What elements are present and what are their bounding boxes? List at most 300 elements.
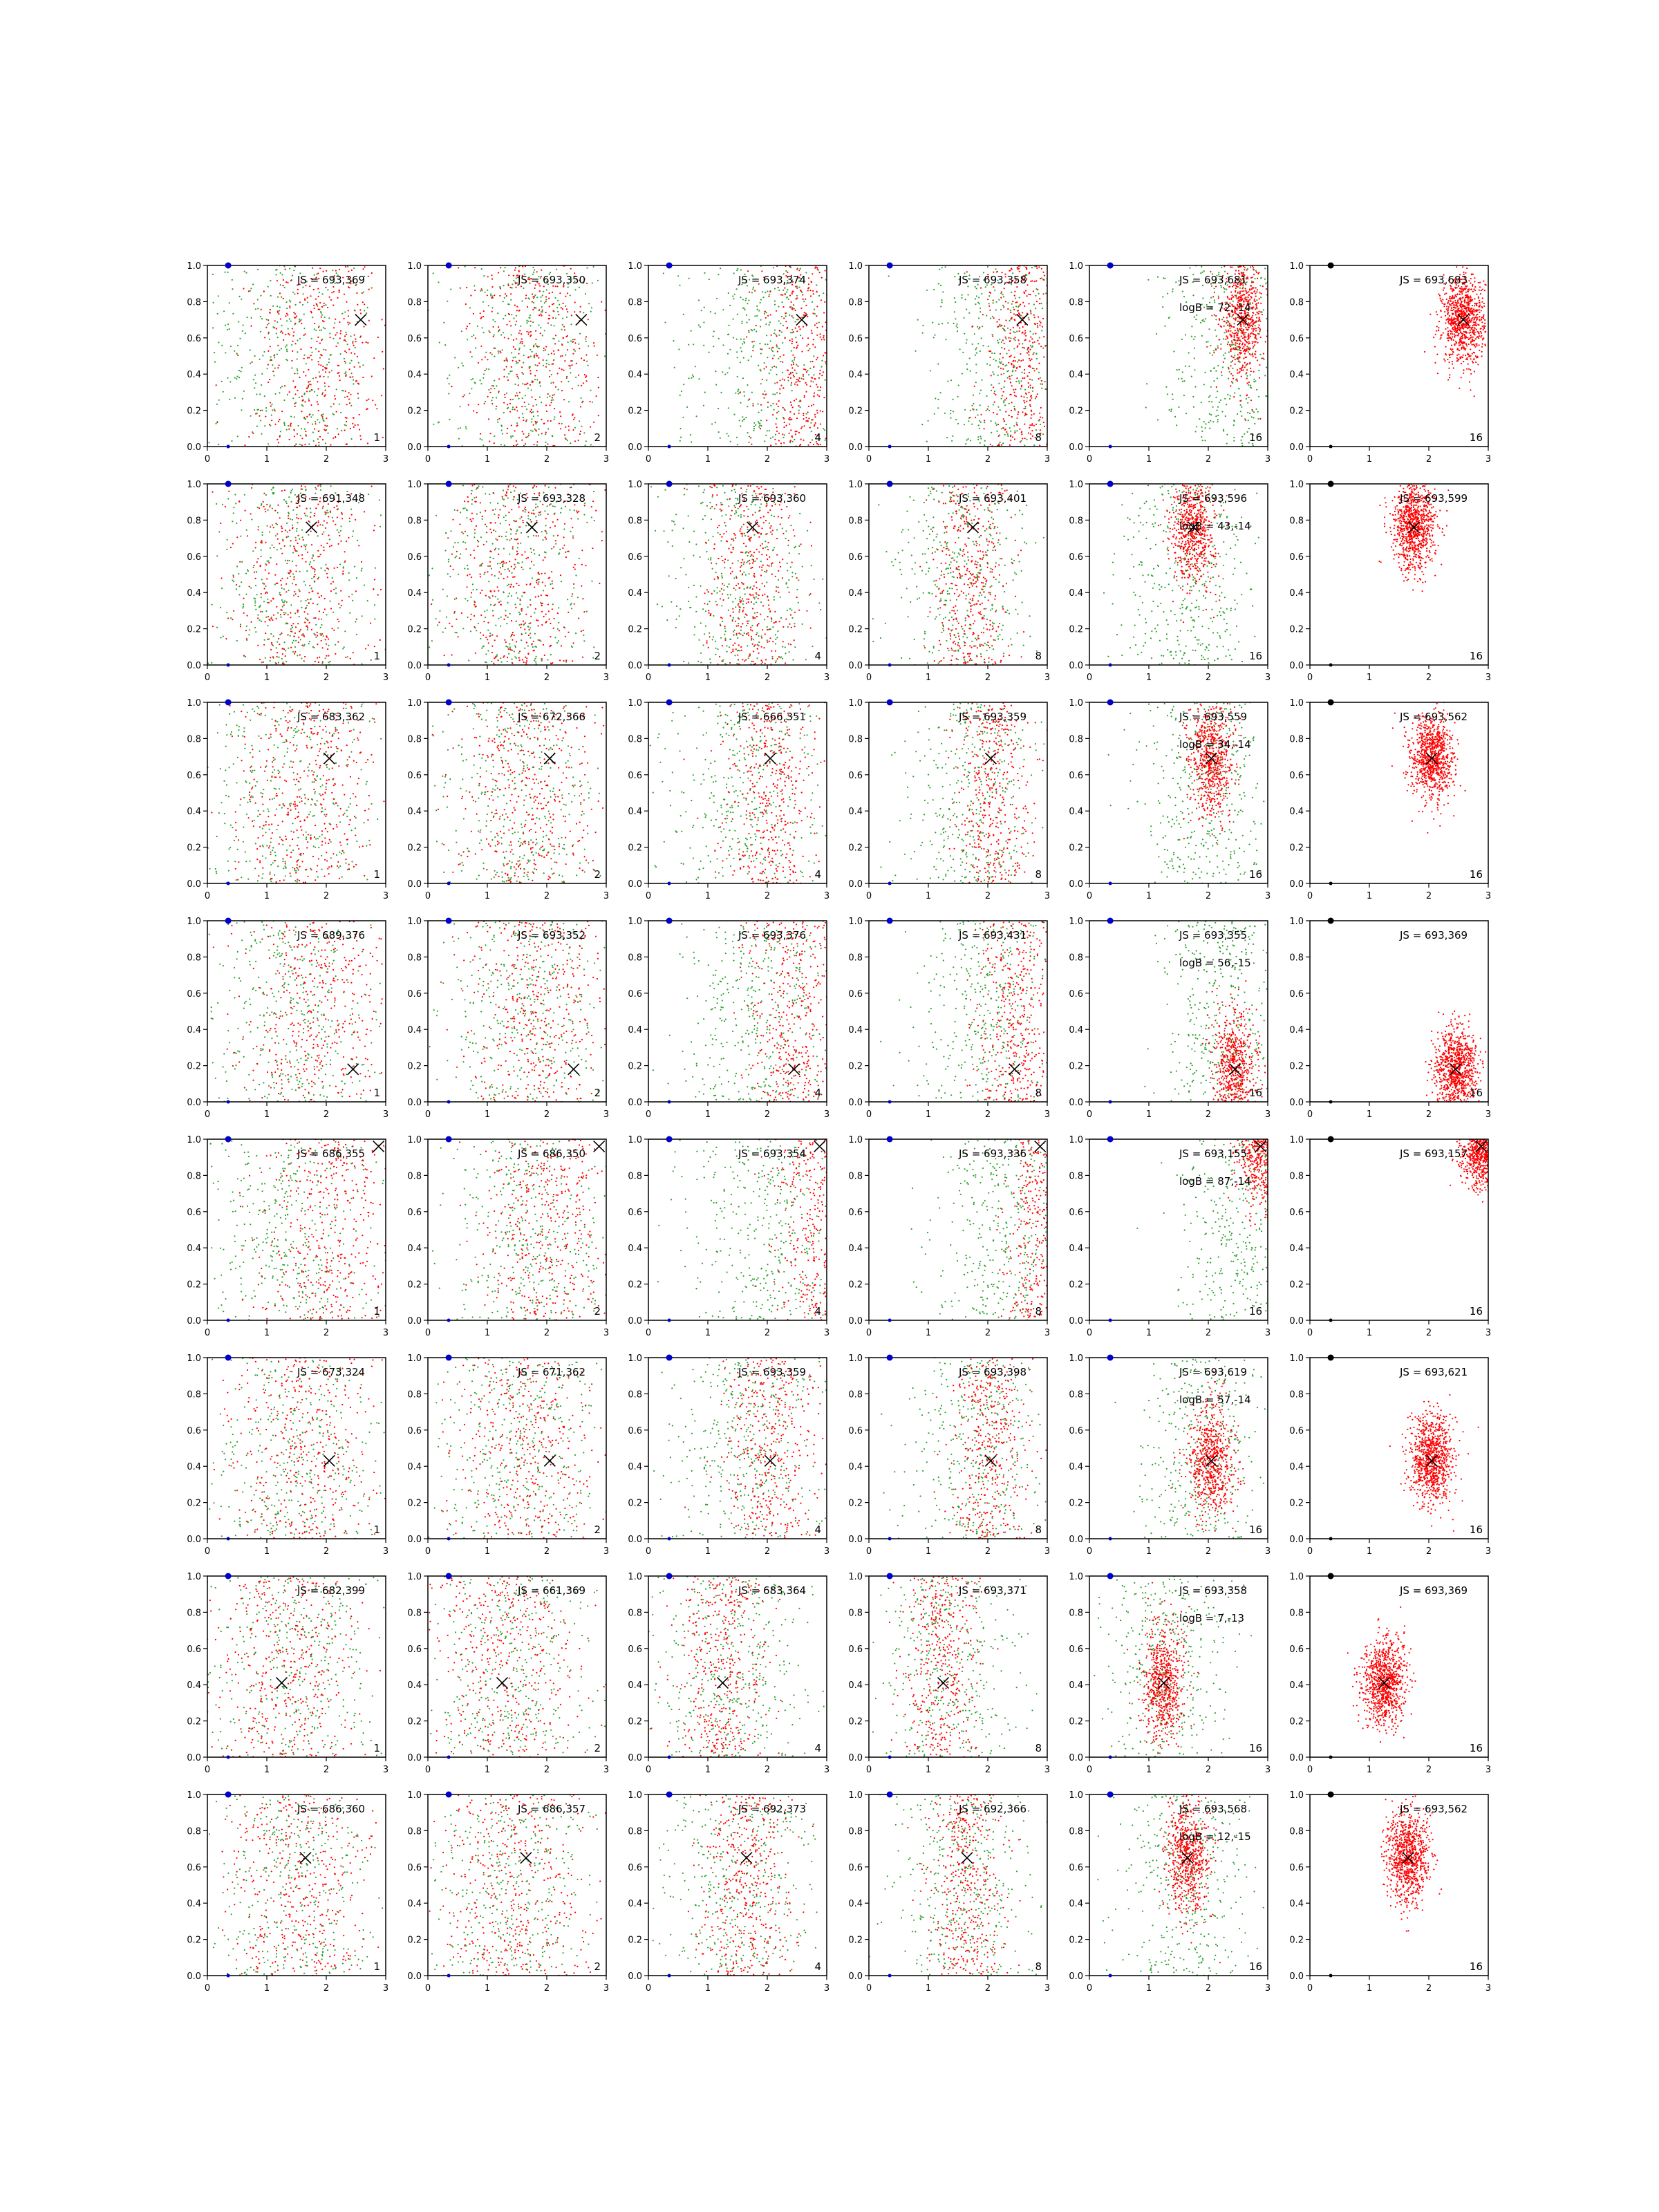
y-tick-label: 0.2 [628, 625, 642, 635]
corner-label: 2 [594, 1087, 601, 1099]
scatter-points [182, 920, 436, 1103]
js-label: JS = 693,596 [1179, 492, 1247, 505]
reference-dot-base [1109, 882, 1112, 885]
x-tick-label: 2 [1206, 1983, 1211, 1994]
reference-dot-base [668, 1319, 671, 1322]
scatter-points [381, 1794, 634, 1976]
x-tick-label: 3 [1044, 1109, 1050, 1120]
x-tick-label: 2 [544, 1765, 550, 1775]
axes-frame [648, 265, 827, 447]
js-label: JS = 693,374 [738, 274, 806, 286]
reference-dot-base [227, 882, 230, 885]
y-tick-label: 1.0 [848, 1353, 863, 1364]
y-tick-label: 0.2 [187, 625, 201, 635]
panel-1-6 [1289, 259, 1499, 465]
x-tick-label: 1 [926, 1765, 931, 1775]
x-tick-label: 0 [866, 1765, 872, 1775]
corner-label: 1 [373, 1305, 380, 1318]
x-tick-label: 0 [425, 891, 431, 901]
y-tick-label: 0.0 [1289, 1971, 1304, 1982]
x-tick-label: 0 [866, 1109, 872, 1120]
y-tick-label: 1.0 [187, 698, 201, 709]
x-tick-label: 2 [985, 454, 991, 465]
x-tick-label: 0 [1087, 1765, 1092, 1775]
y-tick-label: 0.2 [1069, 1062, 1083, 1072]
panel-4-5 [1069, 917, 1323, 1156]
panel-2-2 [380, 480, 626, 683]
y-tick-label: 0.4 [1289, 1244, 1304, 1254]
y-tick-label: 0.0 [187, 1098, 201, 1108]
y-tick-label: 0.4 [1069, 1244, 1083, 1254]
reference-dot [225, 918, 232, 924]
y-tick-label: 0.8 [407, 1826, 422, 1837]
x-tick-label: 0 [646, 1765, 651, 1775]
reference-dot-base [227, 1756, 230, 1759]
scatter-points [657, 1138, 892, 1321]
y-tick-label: 0.0 [187, 442, 201, 453]
x-tick-label: 3 [603, 891, 609, 901]
x-tick-label: 0 [1307, 891, 1313, 901]
axes-frame [869, 484, 1047, 665]
x-tick-label: 1 [1367, 891, 1372, 901]
scatter-points [619, 1575, 825, 1758]
y-tick-label: 0.4 [1069, 807, 1083, 817]
reference-dot [1328, 700, 1334, 706]
y-tick-label: 0.0 [848, 1316, 863, 1327]
x-tick-label: 1 [485, 891, 490, 901]
logb-label: logB = 56,-15 [1179, 957, 1251, 969]
reference-dot-base [1109, 1537, 1112, 1541]
y-tick-label: 0.2 [848, 1280, 863, 1291]
reference-dot-base [888, 1100, 892, 1104]
y-tick-label: 0.2 [1289, 1499, 1304, 1509]
panel-2-4 [848, 480, 1079, 683]
js-label: JS = 682,399 [297, 1584, 365, 1597]
x-tick-label: 3 [603, 454, 609, 465]
axes-frame [1089, 702, 1268, 883]
y-tick-label: 0.6 [187, 1644, 201, 1655]
x-tick-label: 0 [205, 1983, 210, 1994]
y-tick-label: 1.0 [628, 261, 642, 272]
y-tick-label: 0.8 [187, 953, 201, 963]
y-tick-label: 0.4 [1069, 588, 1083, 599]
y-tick-label: 0.6 [407, 1863, 422, 1873]
x-tick-label: 0 [646, 1328, 651, 1338]
js-label: JS = 693,336 [958, 1147, 1027, 1160]
scatter-points [855, 1794, 1059, 1976]
scatter-points [158, 702, 433, 884]
x-tick-label: 1 [264, 1328, 270, 1338]
reference-dot [446, 1573, 452, 1580]
x-tick-label: 3 [1265, 673, 1271, 683]
scatter-points [1097, 1770, 1273, 1976]
x-tick-label: 3 [603, 1328, 609, 1338]
axes-frame [1089, 484, 1268, 665]
x-tick-label: 2 [1426, 1328, 1432, 1338]
x-tick-label: 2 [1206, 891, 1211, 901]
corner-label: 1 [373, 1960, 380, 1973]
reference-dot [887, 700, 893, 706]
js-label: JS = 691,348 [297, 492, 365, 505]
corner-label: 8 [1035, 1305, 1042, 1318]
x-tick-label: 3 [383, 1328, 388, 1338]
y-tick-label: 0.2 [848, 625, 863, 635]
y-tick-label: 0.4 [187, 807, 201, 817]
x-tick-label: 3 [603, 1765, 609, 1775]
reference-dot-base [1329, 1100, 1333, 1104]
x-tick-label: 2 [985, 1328, 991, 1338]
x-tick-label: 3 [824, 1328, 830, 1338]
y-tick-label: 0.4 [407, 588, 422, 599]
js-label: JS = 693,360 [738, 492, 806, 505]
y-tick-label: 0.4 [628, 1462, 642, 1472]
corner-label: 2 [594, 1960, 601, 1973]
js-label: JS = 683,364 [738, 1584, 806, 1597]
corner-label: 16 [1249, 868, 1262, 881]
logb-label: logB = 12,-15 [1179, 1830, 1251, 1843]
panel-4-2 [407, 917, 665, 1120]
y-tick-label: 0.8 [1069, 734, 1083, 744]
y-tick-label: 0.6 [407, 334, 422, 344]
js-label: JS = 693,355 [1179, 929, 1247, 941]
reference-dot-base [1109, 445, 1112, 449]
x-tick-label: 1 [264, 1546, 270, 1557]
x-tick-label: 1 [264, 1983, 270, 1994]
corner-label: 16 [1249, 1742, 1262, 1754]
target-x-marker [1017, 315, 1028, 326]
axes-frame [207, 1794, 386, 1976]
x-tick-label: 3 [1265, 1328, 1271, 1338]
reference-dot-base [447, 445, 451, 449]
corner-label: 2 [594, 868, 601, 881]
reference-dot [446, 481, 452, 487]
y-tick-label: 0.6 [1069, 334, 1083, 344]
logb-label: logB = 43,-14 [1179, 520, 1251, 532]
y-tick-label: 0.0 [628, 442, 642, 453]
axes-frame [869, 921, 1047, 1102]
y-tick-label: 0.4 [628, 1899, 642, 1909]
x-tick-label: 0 [866, 891, 872, 901]
y-tick-label: 0.2 [848, 843, 863, 854]
corner-label: 16 [1470, 1960, 1483, 1973]
panel-4-1 [182, 917, 436, 1120]
corner-label: 4 [814, 1742, 821, 1754]
y-tick-label: 0.8 [187, 516, 201, 526]
target-x-marker [938, 1678, 949, 1689]
corner-label: 8 [1035, 650, 1042, 662]
y-tick-label: 0.8 [187, 1171, 201, 1181]
x-tick-label: 2 [765, 1546, 770, 1557]
panel-5-3 [628, 1135, 892, 1338]
reference-dot [225, 481, 232, 487]
x-tick-label: 2 [985, 1546, 991, 1557]
y-tick-label: 1.0 [1069, 480, 1083, 490]
y-tick-label: 0.8 [1289, 734, 1304, 744]
x-tick-label: 3 [1485, 454, 1491, 465]
y-tick-label: 0.4 [1289, 1462, 1304, 1472]
scatter-points [142, 1138, 450, 1321]
y-tick-label: 0.4 [848, 588, 863, 599]
corner-label: 16 [1249, 650, 1262, 662]
js-label: JS = 689,376 [297, 929, 365, 941]
js-label: JS = 692,366 [958, 1803, 1027, 1815]
y-tick-label: 0.4 [1289, 1680, 1304, 1691]
x-tick-label: 1 [926, 891, 931, 901]
y-tick-label: 0.0 [407, 1535, 422, 1545]
target-x-marker [594, 1141, 605, 1152]
reference-dot-base [668, 445, 671, 449]
x-tick-label: 3 [824, 1765, 830, 1775]
js-label: JS = 693,371 [958, 1584, 1027, 1597]
x-tick-label: 2 [544, 1109, 550, 1120]
axes-frame [1089, 265, 1268, 447]
y-tick-label: 0.6 [1069, 1208, 1083, 1218]
y-tick-label: 0.0 [407, 1316, 422, 1327]
x-tick-label: 0 [205, 673, 210, 683]
y-tick-label: 0.0 [848, 1535, 863, 1545]
scatter-points [872, 483, 1079, 666]
y-tick-label: 0.6 [407, 1426, 422, 1436]
reference-dot-base [227, 664, 230, 667]
x-tick-label: 3 [383, 454, 388, 465]
reference-dot [225, 1573, 232, 1580]
x-tick-label: 3 [1044, 1546, 1050, 1557]
reference-dot-base [227, 445, 230, 449]
x-tick-label: 3 [1044, 1765, 1050, 1775]
reference-dot [666, 1792, 673, 1798]
y-tick-label: 1.0 [407, 698, 422, 709]
x-tick-label: 1 [1146, 1546, 1152, 1557]
corner-label: 2 [594, 1742, 601, 1754]
y-tick-label: 0.6 [1289, 1208, 1304, 1218]
y-tick-label: 0.0 [1069, 1971, 1083, 1982]
reference-dot-base [1329, 1319, 1333, 1322]
panel-5-6 [1289, 1072, 1512, 1338]
axes-frame [1089, 1576, 1268, 1757]
x-tick-label: 3 [1044, 1328, 1050, 1338]
y-tick-label: 0.2 [628, 1062, 642, 1072]
target-x-marker [985, 753, 996, 764]
x-tick-label: 1 [1367, 673, 1372, 683]
reference-dot-base [1329, 882, 1333, 885]
y-tick-label: 0.8 [1289, 1826, 1304, 1837]
y-tick-label: 0.6 [407, 552, 422, 563]
reference-dot-base [1329, 1756, 1333, 1759]
y-tick-label: 0.6 [628, 989, 642, 1000]
reference-dot [887, 481, 893, 487]
y-tick-label: 0.8 [848, 953, 863, 963]
js-label: JS = 672,366 [517, 711, 585, 723]
x-tick-label: 0 [1087, 454, 1092, 465]
y-tick-label: 0.0 [1289, 1753, 1304, 1763]
y-tick-label: 0.4 [187, 1025, 201, 1035]
y-tick-label: 0.6 [187, 552, 201, 563]
y-tick-label: 1.0 [187, 261, 201, 272]
x-tick-label: 1 [705, 673, 711, 683]
y-tick-label: 1.0 [407, 1790, 422, 1801]
reference-dot [446, 700, 452, 706]
corner-label: 4 [814, 431, 821, 444]
y-tick-label: 0.2 [407, 1062, 422, 1072]
scatter-points [880, 920, 1085, 1102]
y-tick-label: 0.0 [1069, 661, 1083, 671]
x-tick-label: 1 [926, 454, 931, 465]
y-tick-label: 0.4 [1289, 370, 1304, 380]
y-tick-label: 1.0 [1069, 1572, 1083, 1582]
x-tick-label: 3 [1265, 1765, 1271, 1775]
y-tick-label: 0.2 [628, 1499, 642, 1509]
y-tick-label: 0.6 [187, 334, 201, 344]
y-tick-label: 0.0 [1289, 879, 1304, 890]
reference-dot [1328, 1792, 1334, 1798]
reference-dot-base [888, 1756, 892, 1759]
scatter-points [653, 1357, 862, 1539]
y-tick-label: 0.0 [848, 442, 863, 453]
target-x-marker [1035, 1141, 1046, 1152]
axes-frame [428, 702, 606, 883]
y-tick-label: 0.8 [848, 734, 863, 744]
x-tick-label: 2 [765, 454, 770, 465]
y-tick-label: 0.6 [848, 1863, 863, 1873]
target-x-marker [568, 1064, 579, 1075]
y-tick-label: 1.0 [848, 1790, 863, 1801]
y-tick-label: 0.8 [187, 1608, 201, 1618]
y-tick-label: 0.2 [848, 1062, 863, 1072]
x-tick-label: 2 [544, 1983, 550, 1994]
x-tick-label: 1 [485, 454, 490, 465]
y-tick-label: 0.2 [187, 843, 201, 854]
x-tick-label: 0 [1307, 673, 1313, 683]
target-x-marker [544, 1455, 555, 1466]
axes-frame [428, 1576, 606, 1757]
axes-frame [207, 484, 386, 665]
x-tick-label: 0 [1087, 1546, 1092, 1557]
y-tick-label: 0.4 [628, 1244, 642, 1254]
corner-label: 16 [1470, 1305, 1483, 1318]
panel-6-1 [160, 1353, 426, 1557]
y-tick-label: 0.2 [1289, 1717, 1304, 1727]
x-tick-label: 1 [1146, 891, 1152, 901]
js-label: JS = 693,376 [738, 929, 806, 941]
y-tick-label: 1.0 [1069, 1135, 1083, 1145]
x-tick-label: 1 [485, 1546, 490, 1557]
scatter-points [618, 483, 859, 666]
y-tick-label: 0.6 [628, 1863, 642, 1873]
x-tick-label: 1 [1367, 1328, 1372, 1338]
scatter-points [353, 1575, 642, 1758]
axes-frame [207, 1139, 386, 1320]
js-label: JS = 693,358 [958, 274, 1027, 286]
axes-frame [428, 265, 606, 447]
x-tick-label: 0 [205, 1328, 210, 1338]
y-tick-label: 0.0 [628, 1316, 642, 1327]
y-tick-label: 1.0 [407, 1353, 422, 1364]
x-tick-label: 1 [264, 1765, 270, 1775]
y-tick-label: 1.0 [407, 917, 422, 927]
y-tick-label: 0.0 [628, 879, 642, 890]
target-x-marker [544, 753, 555, 764]
y-tick-label: 0.8 [628, 297, 642, 308]
x-tick-label: 1 [926, 1109, 931, 1120]
x-tick-label: 0 [866, 454, 872, 465]
y-tick-label: 0.8 [628, 734, 642, 744]
js-label: JS = 693,568 [1179, 1803, 1247, 1815]
js-label: JS = 693,369 [1399, 929, 1468, 941]
x-tick-label: 0 [646, 673, 651, 683]
x-tick-label: 3 [383, 673, 388, 683]
x-tick-label: 0 [425, 1765, 431, 1775]
reference-dot-base [1329, 1974, 1333, 1978]
y-tick-label: 0.2 [1069, 1936, 1083, 1946]
x-tick-label: 0 [425, 673, 431, 683]
x-tick-label: 2 [765, 1109, 770, 1120]
corner-label: 4 [814, 650, 821, 662]
panel-8-2 [381, 1790, 634, 1994]
y-tick-label: 0.4 [848, 1462, 863, 1472]
y-tick-label: 0.2 [407, 1717, 422, 1727]
x-tick-label: 3 [824, 1546, 830, 1557]
y-tick-label: 0.8 [187, 297, 201, 308]
target-x-marker [527, 522, 538, 533]
y-tick-label: 0.6 [1289, 334, 1304, 344]
scatter-points [653, 920, 865, 1102]
target-x-marker [968, 522, 979, 533]
target-x-marker [521, 1853, 532, 1864]
y-tick-label: 0.6 [187, 1863, 201, 1873]
y-tick-label: 0.4 [1289, 1899, 1304, 1909]
y-tick-label: 0.2 [407, 1280, 422, 1291]
x-tick-label: 0 [866, 1328, 872, 1338]
x-tick-label: 1 [1146, 673, 1152, 683]
x-tick-label: 1 [926, 1546, 931, 1557]
x-tick-label: 2 [1206, 1546, 1211, 1557]
reference-dot-base [227, 1537, 230, 1541]
panel-2-3 [618, 480, 859, 683]
scatter-points [844, 1575, 1038, 1758]
reference-dot [666, 263, 673, 269]
panel-2-6 [1289, 443, 1491, 683]
reference-dot [1328, 481, 1334, 487]
y-tick-label: 0.4 [628, 1680, 642, 1691]
y-tick-label: 0.2 [187, 1280, 201, 1291]
reference-dot [887, 263, 893, 269]
panel-5-2 [407, 1135, 655, 1338]
reference-dot [1107, 1573, 1114, 1580]
y-tick-label: 0.6 [187, 989, 201, 1000]
x-tick-label: 1 [1367, 454, 1372, 465]
panel-7-5 [1065, 1572, 1302, 1779]
y-tick-label: 0.0 [1289, 1098, 1304, 1108]
x-tick-label: 3 [1485, 891, 1491, 901]
y-tick-label: 0.6 [848, 1208, 863, 1218]
logb-label: logB = 34,-14 [1179, 738, 1251, 751]
y-tick-label: 0.8 [848, 516, 863, 526]
y-tick-label: 1.0 [1069, 1353, 1083, 1364]
x-tick-label: 3 [603, 673, 609, 683]
reference-dot [1328, 263, 1334, 269]
reference-dot-base [668, 1756, 671, 1759]
y-tick-label: 1.0 [628, 1572, 642, 1582]
js-label: JS = 693,359 [738, 1366, 806, 1378]
y-tick-label: 0.0 [407, 1098, 422, 1108]
y-tick-label: 0.8 [407, 1608, 422, 1618]
x-tick-label: 0 [1087, 1328, 1092, 1338]
reference-dot [887, 1136, 893, 1143]
js-label: JS = 693,559 [1179, 711, 1247, 723]
y-tick-label: 1.0 [1289, 1353, 1304, 1364]
y-tick-label: 0.8 [187, 734, 201, 744]
y-tick-label: 0.4 [187, 588, 201, 599]
